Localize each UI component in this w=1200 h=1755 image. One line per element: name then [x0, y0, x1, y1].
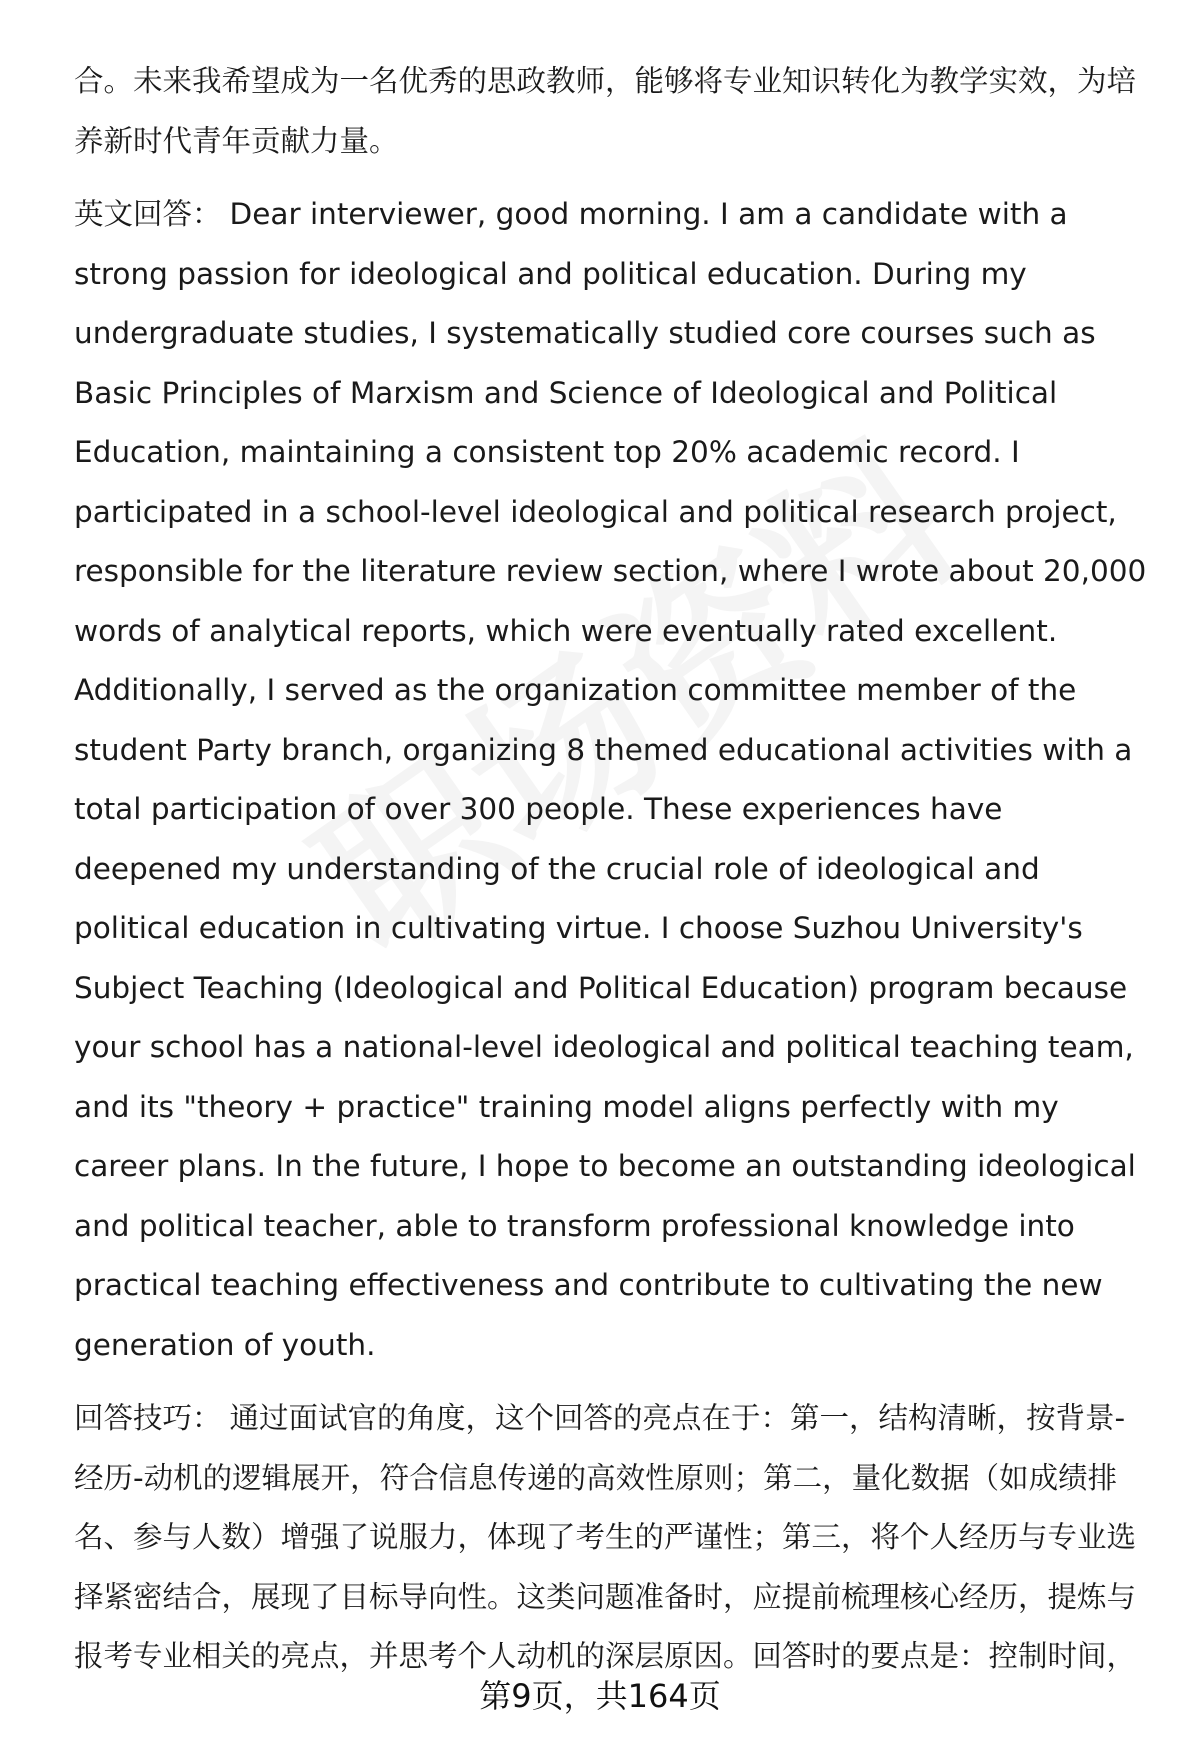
- answer-tips-paragraph: [74, 1389, 1154, 1687]
- continued-paragraph: [74, 52, 1154, 171]
- page-number: 第9页，共164页: [479, 1677, 721, 1715]
- document-body: [74, 52, 1154, 1687]
- english-answer-label: 英文回答：: [74, 197, 222, 231]
- english-answer-paragraph: [74, 185, 1154, 1375]
- answer-tips-text: 通过面试官的角度，这个回答的亮点在于：第一，结构清晰，按背景-经历-动机的逻辑展开，符合信息传递的高效性原则；第二，量化数据（如成绩排名、参与人数）增强了说服力，体现了考生的严谨性；第三，将个人经历与专业选择紧密结合，展现了目标导向性。这类问题准备时，应提前梳理核心经历，提炼与报考专业相关的亮点，并思考个人动机的深层原因。回答时的要点是：控制时间，: [74, 1401, 1137, 1673]
- answer-tips-label: 回答技巧：: [74, 1401, 222, 1435]
- english-answer-text: Dear interviewer, good morning. I am a candidate with a strong passion for ideological and political education. During my undergraduate studies, I systematically studied core courses such as Basic Principles of Marxism and Science of Ideological and Political Education, maintaining a consistent top 20% academic record. I participated in a school-level ideological and political research project, responsible for the literature review section, where I wrote about 20,000 words of analytical reports, which were eventually rated excellent. Additionally, I served as the organization committee member of the student Party branch, organizing 8 themed educational activities with a total participation of over 300 people. These experiences have deepened my understanding of the crucial role of ideological and political education in cultivating virtue. I choose Suzhou University's Subject Teaching (Ideological and Political Education) program because your school has a national-level ideological and political teaching team, and its "theory + practice" training model aligns perfectly with my career plans. In the future, I hope to become an outstanding ideological and political teacher, able to transform professional knowledge into practical teaching effectiveness and contribute to cultivating the new generation of youth.: [74, 197, 1147, 1362]
- continued-paragraph-text: 合。未来我希望成为一名优秀的思政教师，能够将专业知识转化为教学实效，为培养新时代青年贡献力量。: [74, 64, 1137, 158]
